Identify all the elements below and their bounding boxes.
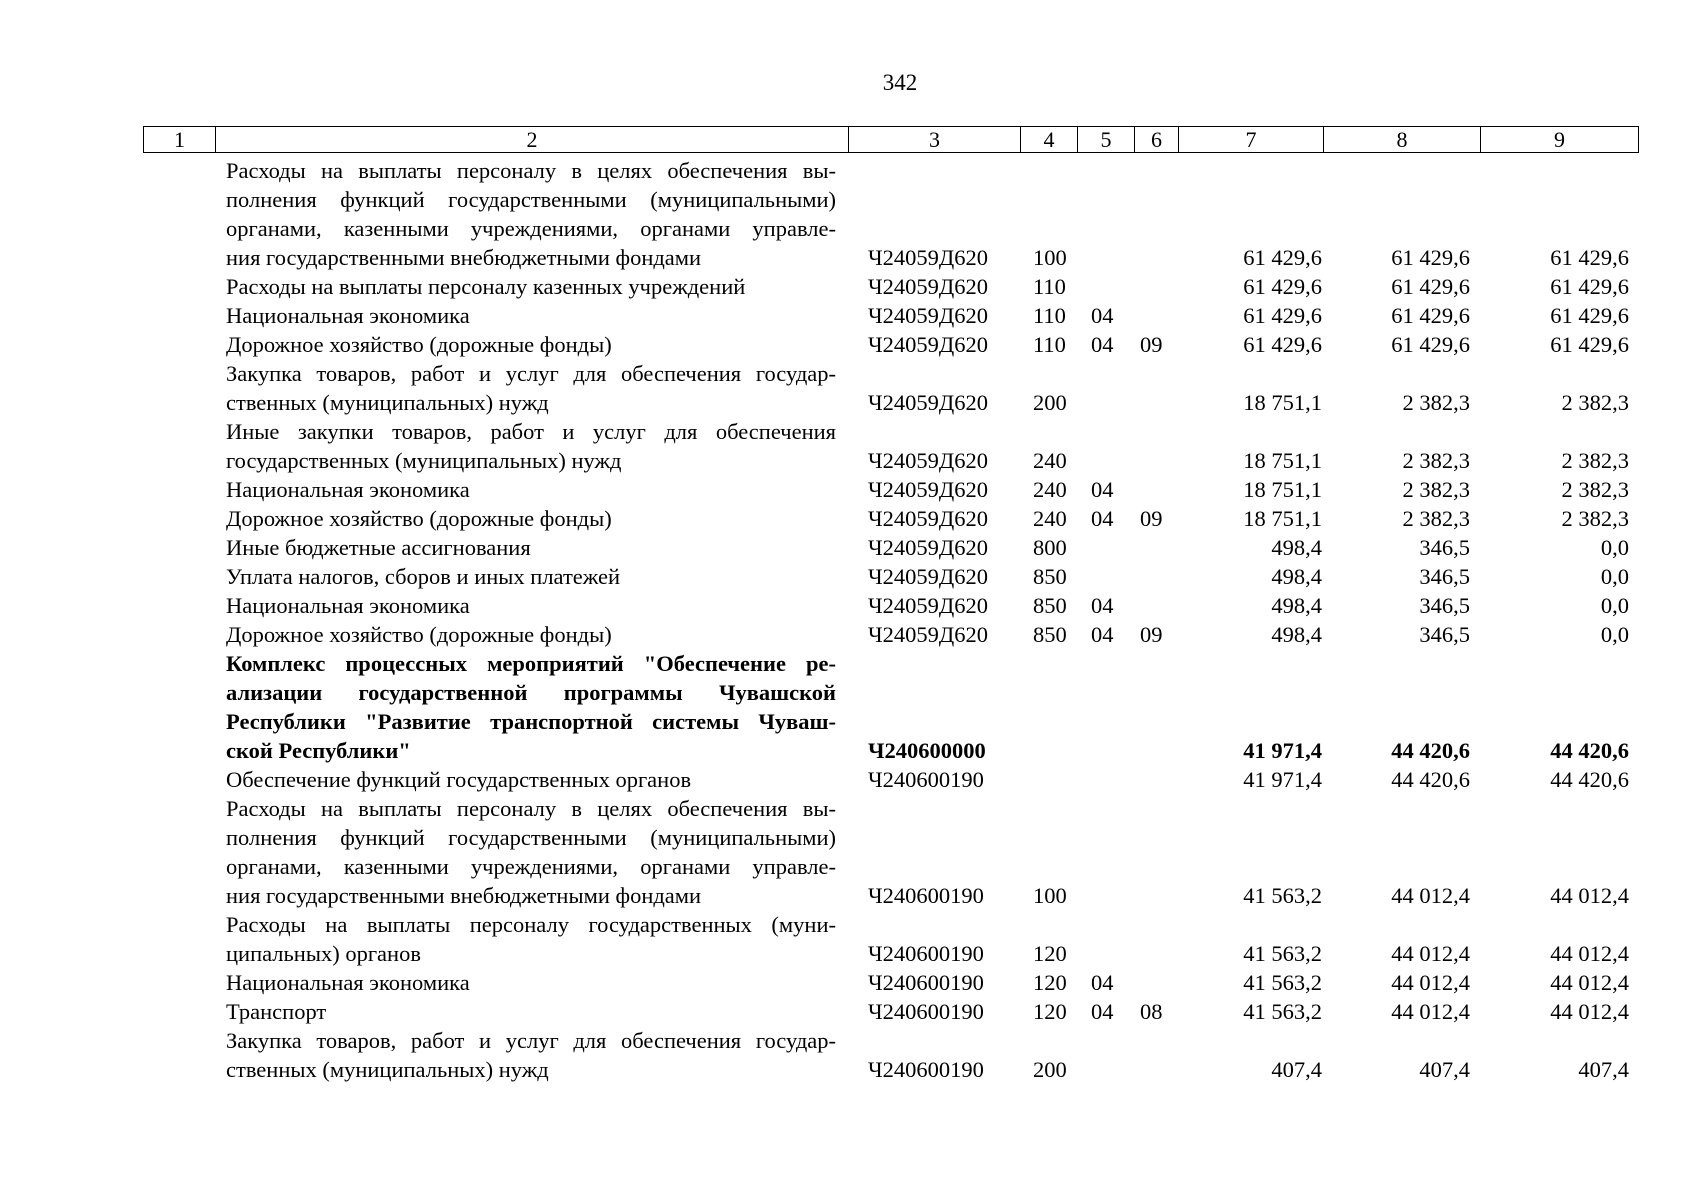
amount-year-3: 44 420,6 [1550, 738, 1629, 763]
description-line: ственных (муниципальных) нужд [226, 390, 549, 415]
amount-year-1: 18 751,1 [1243, 477, 1322, 502]
row-description [226, 359, 836, 417]
section-code: 04 [1091, 999, 1114, 1024]
amount-year-1: 498,4 [1271, 593, 1322, 618]
amount-year-3: 2 382,3 [1561, 448, 1629, 473]
target-article-code: Ч24059Д620 [868, 564, 988, 589]
subsection-code: 09 [1140, 332, 1163, 357]
description-line: ния государственными внебюджетными фондами [226, 245, 702, 270]
row-description [226, 417, 836, 475]
amount-year-2: 61 429,6 [1391, 332, 1470, 357]
amount-year-1: 498,4 [1271, 564, 1322, 589]
table-row [143, 330, 1638, 359]
amount-year-1: 41 563,2 [1243, 883, 1322, 908]
description-line: Национальная экономика [226, 477, 470, 502]
table-row [143, 533, 1638, 562]
amount-year-1: 61 429,6 [1243, 303, 1322, 328]
column-number: 8 [1324, 127, 1481, 153]
description-line: ализации государственной программы Чувашской [226, 680, 836, 705]
description-line: ципальных) органов [226, 941, 421, 966]
amount-year-3: 61 429,6 [1550, 303, 1629, 328]
amount-year-3: 61 429,6 [1550, 332, 1629, 357]
expense-type-code: 240 [1033, 506, 1067, 531]
amount-year-1: 18 751,1 [1243, 506, 1322, 531]
expense-type-code: 240 [1033, 477, 1067, 502]
budget-rows [143, 156, 1638, 1084]
amount-year-3: 0,0 [1600, 564, 1629, 589]
amount-year-1: 498,4 [1271, 535, 1322, 560]
table-row [143, 591, 1638, 620]
section-code: 04 [1091, 506, 1114, 531]
amount-year-2: 346,5 [1419, 622, 1470, 647]
amount-year-2: 346,5 [1419, 593, 1470, 618]
target-article-code: Ч24059Д620 [868, 622, 988, 647]
amount-year-1: 41 971,4 [1243, 767, 1322, 792]
expense-type-code: 120 [1033, 941, 1067, 966]
description-line: Расходы на выплаты персоналу казенных учреждений [226, 274, 746, 299]
table-row [143, 968, 1638, 997]
amount-year-2: 44 012,4 [1391, 941, 1470, 966]
expense-type-code: 110 [1033, 303, 1066, 328]
target-article-code: Ч24059Д620 [868, 245, 988, 270]
table-row [143, 910, 1638, 968]
description-line: Республики "Развитие транспортной системы Чуваш- [226, 709, 836, 734]
expense-type-code: 120 [1033, 970, 1067, 995]
expense-type-code: 200 [1033, 390, 1067, 415]
row-description [226, 272, 836, 301]
column-header-table [143, 126, 1639, 153]
expense-type-code: 850 [1033, 593, 1067, 618]
target-article-code: Ч240600000 [868, 738, 986, 763]
row-description [226, 649, 836, 765]
description-line: Закупка товаров, работ и услуг для обеспечения государ- [226, 1028, 836, 1053]
amount-year-3: 407,4 [1578, 1057, 1629, 1082]
section-code: 04 [1091, 593, 1114, 618]
section-code: 04 [1091, 477, 1114, 502]
table-row [143, 301, 1638, 330]
row-description [226, 997, 836, 1026]
description-line: Расходы на выплаты персоналу в целях обеспечения вы- [226, 158, 836, 183]
target-article-code: Ч24059Д620 [868, 274, 988, 299]
table-row [143, 765, 1638, 794]
description-line: ния государственными внебюджетными фондами [226, 883, 702, 908]
description-line: Дорожное хозяйство (дорожные фонды) [226, 332, 612, 357]
column-number: 4 [1021, 127, 1078, 153]
target-article-code: Ч24059Д620 [868, 506, 988, 531]
table-row [143, 562, 1638, 591]
description-line: ственных (муниципальных) нужд [226, 1057, 549, 1082]
target-article-code: Ч24059Д620 [868, 390, 988, 415]
description-line: Национальная экономика [226, 970, 470, 995]
expense-type-code: 120 [1033, 999, 1067, 1024]
target-article-code: Ч240600190 [868, 999, 984, 1024]
amount-year-1: 498,4 [1271, 622, 1322, 647]
description-line: Расходы на выплаты персоналу в целях обеспечения вы- [226, 796, 836, 821]
amount-year-2: 2 382,3 [1402, 506, 1470, 531]
table-row [143, 156, 1638, 272]
column-number: 2 [216, 127, 849, 153]
expense-type-code: 800 [1033, 535, 1067, 560]
amount-year-3: 61 429,6 [1550, 245, 1629, 270]
target-article-code: Ч240600190 [868, 970, 984, 995]
amount-year-2: 2 382,3 [1402, 477, 1470, 502]
expense-type-code: 110 [1033, 332, 1066, 357]
table-row [143, 504, 1638, 533]
table-row [143, 997, 1638, 1026]
amount-year-1: 41 563,2 [1243, 941, 1322, 966]
row-description [226, 591, 836, 620]
amount-year-1: 61 429,6 [1243, 245, 1322, 270]
amount-year-2: 61 429,6 [1391, 245, 1470, 270]
description-line: Транспорт [226, 999, 327, 1024]
row-description [226, 533, 836, 562]
table-row [143, 417, 1638, 475]
column-number: 6 [1135, 127, 1179, 153]
row-description [226, 1026, 836, 1084]
row-description [226, 968, 836, 997]
description-line: полнения функций государственными (муниципальными) [226, 825, 836, 850]
amount-year-3: 2 382,3 [1561, 390, 1629, 415]
description-line: Дорожное хозяйство (дорожные фонды) [226, 622, 612, 647]
description-line: органами, казенными учреждениями, органами управле- [226, 216, 836, 241]
amount-year-2: 2 382,3 [1402, 390, 1470, 415]
amount-year-3: 0,0 [1600, 622, 1629, 647]
amount-year-3: 2 382,3 [1561, 477, 1629, 502]
amount-year-3: 0,0 [1600, 535, 1629, 560]
column-number: 7 [1179, 127, 1324, 153]
table-row [143, 794, 1638, 910]
row-description [226, 765, 836, 794]
amount-year-2: 44 420,6 [1391, 767, 1470, 792]
description-line: ской Республики" [226, 738, 411, 763]
amount-year-1: 61 429,6 [1243, 332, 1322, 357]
table-row [143, 620, 1638, 649]
table-row [143, 649, 1638, 765]
target-article-code: Ч240600190 [868, 883, 984, 908]
target-article-code: Ч24059Д620 [868, 593, 988, 618]
section-code: 04 [1091, 970, 1114, 995]
table-row [143, 359, 1638, 417]
description-line: полнения функций государственными (муниципальными) [226, 187, 836, 212]
amount-year-2: 61 429,6 [1391, 274, 1470, 299]
description-line: Уплата налогов, сборов и иных платежей [226, 564, 621, 589]
description-line: органами, казенными учреждениями, органами управле- [226, 854, 836, 879]
description-line: Комплекс процессных мероприятий "Обеспечение ре- [226, 651, 836, 676]
amount-year-3: 44 012,4 [1550, 941, 1629, 966]
amount-year-2: 44 012,4 [1391, 970, 1470, 995]
expense-type-code: 240 [1033, 448, 1067, 473]
amount-year-2: 61 429,6 [1391, 303, 1470, 328]
target-article-code: Ч240600190 [868, 941, 984, 966]
amount-year-1: 41 563,2 [1243, 970, 1322, 995]
amount-year-2: 346,5 [1419, 535, 1470, 560]
subsection-code: 08 [1140, 999, 1163, 1024]
subsection-code: 09 [1140, 622, 1163, 647]
column-number: 5 [1078, 127, 1135, 153]
amount-year-2: 2 382,3 [1402, 448, 1470, 473]
target-article-code: Ч24059Д620 [868, 332, 988, 357]
row-description [226, 156, 836, 272]
amount-year-3: 2 382,3 [1561, 506, 1629, 531]
amount-year-1: 18 751,1 [1243, 390, 1322, 415]
expense-type-code: 100 [1033, 245, 1067, 270]
description-line: Иные закупки товаров, работ и услуг для обеспечения [226, 419, 836, 444]
amount-year-1: 407,4 [1271, 1057, 1322, 1082]
row-description [226, 504, 836, 533]
expense-type-code: 850 [1033, 622, 1067, 647]
column-number: 9 [1481, 127, 1639, 153]
table-row [143, 1026, 1638, 1084]
amount-year-2: 346,5 [1419, 564, 1470, 589]
description-line: Иные бюджетные ассигнования [226, 535, 531, 560]
amount-year-2: 44 012,4 [1391, 999, 1470, 1024]
row-description [226, 475, 836, 504]
row-description [226, 301, 836, 330]
target-article-code: Ч24059Д620 [868, 448, 988, 473]
amount-year-3: 0,0 [1600, 593, 1629, 618]
target-article-code: Ч240600190 [868, 1057, 984, 1082]
row-description [226, 910, 836, 968]
page-number: 342 [882, 70, 918, 95]
amount-year-1: 18 751,1 [1243, 448, 1322, 473]
amount-year-2: 44 012,4 [1391, 883, 1470, 908]
table-row [143, 272, 1638, 301]
target-article-code: Ч24059Д620 [868, 535, 988, 560]
expense-type-code: 200 [1033, 1057, 1067, 1082]
section-code: 04 [1091, 332, 1114, 357]
amount-year-3: 44 012,4 [1550, 970, 1629, 995]
amount-year-3: 61 429,6 [1550, 274, 1629, 299]
amount-year-1: 61 429,6 [1243, 274, 1322, 299]
expense-type-code: 110 [1033, 274, 1066, 299]
target-article-code: Ч24059Д620 [868, 477, 988, 502]
expense-type-code: 850 [1033, 564, 1067, 589]
amount-year-1: 41 971,4 [1243, 738, 1322, 763]
table-row [143, 475, 1638, 504]
target-article-code: Ч240600190 [868, 767, 984, 792]
row-description [226, 620, 836, 649]
row-description [226, 562, 836, 591]
description-line: Расходы на выплаты персоналу государственных (муни- [226, 912, 836, 937]
row-description [226, 330, 836, 359]
description-line: государственных (муниципальных) нужд [226, 448, 622, 473]
description-line: Национальная экономика [226, 303, 470, 328]
amount-year-1: 41 563,2 [1243, 999, 1322, 1024]
column-number: 3 [849, 127, 1021, 153]
section-code: 04 [1091, 303, 1114, 328]
description-line: Дорожное хозяйство (дорожные фонды) [226, 506, 612, 531]
row-description [226, 794, 836, 910]
expense-type-code: 100 [1033, 883, 1067, 908]
column-header-row [144, 127, 1639, 153]
amount-year-3: 44 420,6 [1550, 767, 1629, 792]
amount-year-3: 44 012,4 [1550, 883, 1629, 908]
target-article-code: Ч24059Д620 [868, 303, 988, 328]
description-line: Обеспечение функций государственных органов [226, 767, 692, 792]
section-code: 04 [1091, 622, 1114, 647]
description-line: Национальная экономика [226, 593, 470, 618]
amount-year-2: 44 420,6 [1391, 738, 1470, 763]
amount-year-3: 44 012,4 [1550, 999, 1629, 1024]
amount-year-2: 407,4 [1419, 1057, 1470, 1082]
description-line: Закупка товаров, работ и услуг для обеспечения государ- [226, 361, 836, 386]
subsection-code: 09 [1140, 506, 1163, 531]
column-number: 1 [144, 127, 216, 153]
